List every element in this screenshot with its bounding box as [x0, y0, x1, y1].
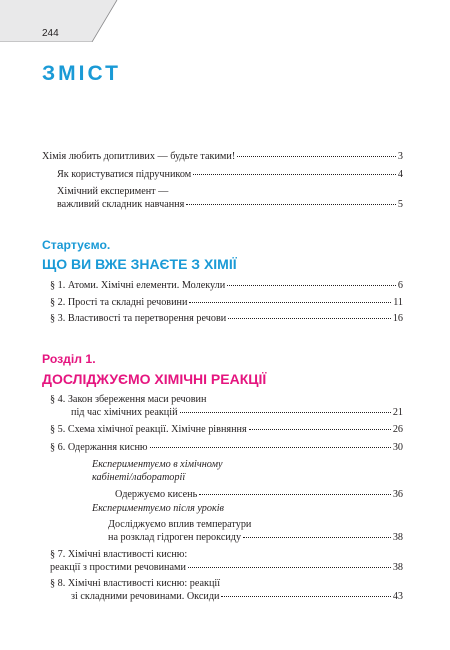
toc-page-number: 43: [392, 591, 403, 602]
toc-page-number: 4: [397, 169, 403, 180]
toc-entry-text: § 5. Схема хімічної реакції. Хімічне рівняння: [50, 424, 247, 435]
dot-leader: [186, 204, 396, 205]
toc-page-number: 38: [392, 532, 403, 543]
toc-entry-p4-line1: § 4. Закон збереження маси речовин: [50, 394, 207, 405]
toc-entry-text: § 2. Прості та складні речовини: [50, 297, 188, 308]
section-chapter1-title: ДОСЛІДЖУЄМО ХІМІЧНІ РЕАКЦІЇ: [42, 371, 267, 387]
toc-entry-text: реакції з простими речовинами: [50, 562, 186, 573]
toc-page-number: 11: [393, 297, 403, 308]
toc-page-number: 5: [397, 199, 403, 210]
experiment-heading-lab-line2: кабінеті/лабораторії: [92, 472, 186, 483]
header-band-shape: [0, 0, 450, 42]
toc-entry-p8-line1: § 8. Хімічні властивості кисню: реакції: [50, 578, 221, 589]
toc-entry-get-oxygen[interactable]: [115, 488, 403, 501]
toc-entry-intro[interactable]: [42, 150, 403, 163]
dot-leader: [199, 494, 391, 495]
toc-entry-text: § 3. Властивості та перетворення речови: [50, 313, 227, 324]
dot-leader: [237, 156, 396, 157]
experiment-heading-lab-line1: Експериментуємо в хімічному: [92, 459, 223, 470]
toc-entry-p1[interactable]: [50, 279, 403, 292]
toc-entry-p7[interactable]: [50, 561, 403, 574]
toc-entry-p6[interactable]: [50, 441, 403, 454]
toc-entry-experiment[interactable]: [57, 198, 403, 211]
dot-leader: [243, 537, 391, 538]
toc-page-number: 26: [392, 424, 403, 435]
toc-entry-temperature[interactable]: [108, 531, 403, 544]
section-start-title: ЩО ВИ ВЖЕ ЗНАЄТЕ З ХІМІЇ: [42, 256, 237, 272]
header-band: [0, 0, 450, 42]
toc-entry-p5[interactable]: [50, 423, 403, 436]
toc-page-number: 30: [392, 442, 403, 453]
toc-entry-text: Як користуватися підручником: [57, 169, 192, 180]
toc-entry-p2[interactable]: [50, 296, 403, 309]
page-title: ЗМІСТ: [42, 62, 121, 85]
toc-entry-text: § 1. Атоми. Хімічні елементи. Молекули: [50, 280, 226, 291]
toc-entry-p8[interactable]: [71, 590, 403, 603]
experiment-heading-after-school: Експериментуємо після уроків: [92, 503, 224, 514]
section-chapter1-subtitle: Розділ 1.: [42, 352, 96, 366]
toc-page-number: 3: [397, 151, 403, 162]
section-start-subtitle: Стартуємо.: [42, 238, 111, 252]
toc-entry-p4[interactable]: [71, 406, 403, 419]
dot-leader: [193, 174, 396, 175]
toc-entry-text: Одержуємо кисень: [115, 489, 198, 500]
dot-leader: [249, 429, 391, 430]
toc-page-number: 6: [397, 280, 403, 291]
toc-entry-text: § 6. Одержання кисню: [50, 442, 148, 453]
toc-page-number: 21: [392, 407, 403, 418]
dot-leader: [180, 412, 391, 413]
toc-entry-temperature-line1: Досліджуємо вплив температури: [108, 519, 252, 530]
toc-page-number: 38: [392, 562, 403, 573]
toc-entry-text: на розклад гідроген пероксиду: [108, 532, 242, 543]
dot-leader: [227, 285, 396, 286]
dot-leader: [221, 596, 390, 597]
toc-page-number: 36: [392, 489, 403, 500]
toc-entry-how-to-use[interactable]: [57, 168, 403, 181]
toc-entry-text: зі складними речовинами. Оксиди: [71, 591, 220, 602]
toc-entry-experiment-line1: Хімічний експеримент —: [57, 186, 169, 197]
toc-entry-text: Хімія любить допитливих — будьте такими!: [42, 151, 236, 162]
dot-leader: [188, 567, 391, 568]
toc-entry-text: важливий складник навчання: [57, 199, 185, 210]
page-number: 244: [42, 28, 59, 39]
toc-page-number: 16: [392, 313, 403, 324]
toc-entry-text: під час хімічних реакцій: [71, 407, 178, 418]
dot-leader: [228, 318, 391, 319]
dot-leader: [189, 302, 391, 303]
toc-entry-p3[interactable]: [50, 312, 403, 325]
dot-leader: [150, 447, 391, 448]
toc-entry-p7-line1: § 7. Хімічні властивості кисню:: [50, 549, 188, 560]
